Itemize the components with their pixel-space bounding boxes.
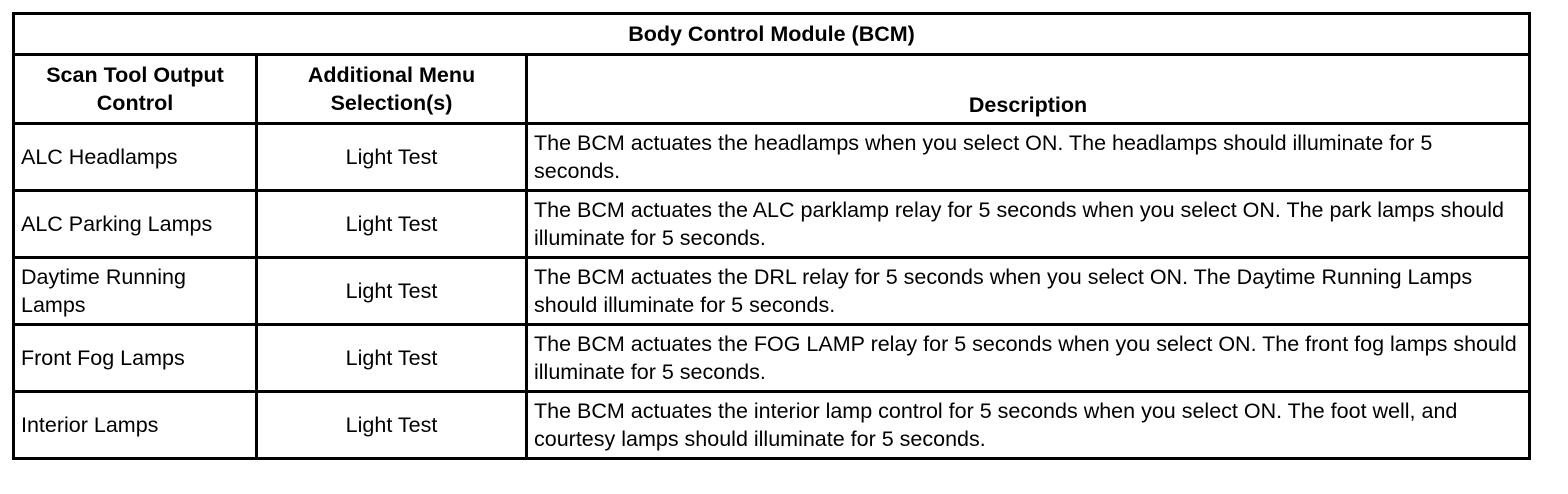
table-row xyxy=(14,191,1530,258)
menu-cell: Light Test xyxy=(257,392,527,459)
description-cell: The BCM actuates the FOG LAMP relay for 5 seconds when you select ON. The front fog lamps should illuminate for 5 seconds. xyxy=(527,325,1530,392)
menu-cell: Light Test xyxy=(257,258,527,325)
menu-cell: Light Test xyxy=(257,124,527,191)
description-cell: The BCM actuates the headlamps when you select ON. The headlamps should illuminate for 5 seconds. xyxy=(527,124,1530,191)
column-header-description: Description xyxy=(527,55,1530,124)
table-title: Body Control Module (BCM) xyxy=(14,14,1530,55)
output-cell: Front Fog Lamps xyxy=(14,325,257,392)
menu-cell: Light Test xyxy=(257,325,527,392)
output-cell: ALC Parking Lamps xyxy=(14,191,257,258)
description-cell: The BCM actuates the interior lamp control for 5 seconds when you select ON. The foot well, and courtesy lamps should illuminate for 5 seconds. xyxy=(527,392,1530,459)
bcm-output-control-table xyxy=(12,12,1531,460)
table-row xyxy=(14,258,1530,325)
menu-cell: Light Test xyxy=(257,191,527,258)
description-cell: The BCM actuates the DRL relay for 5 seconds when you select ON. The Daytime Running Lamps should illuminate for 5 seconds. xyxy=(527,258,1530,325)
column-header-menu: Additional Menu Selection(s) xyxy=(257,55,527,124)
output-cell: ALC Headlamps xyxy=(14,124,257,191)
table-row xyxy=(14,325,1530,392)
table-header-row xyxy=(14,55,1530,124)
table-title-row xyxy=(14,14,1530,55)
output-cell: Daytime Running Lamps xyxy=(14,258,257,325)
column-header-output: Scan Tool Output Control xyxy=(14,55,257,124)
table-row xyxy=(14,392,1530,459)
output-cell: Interior Lamps xyxy=(14,392,257,459)
description-cell: The BCM actuates the ALC parklamp relay for 5 seconds when you select ON. The park lamps should illuminate for 5 seconds. xyxy=(527,191,1530,258)
table-row xyxy=(14,124,1530,191)
bcm-table-container xyxy=(12,12,1531,460)
